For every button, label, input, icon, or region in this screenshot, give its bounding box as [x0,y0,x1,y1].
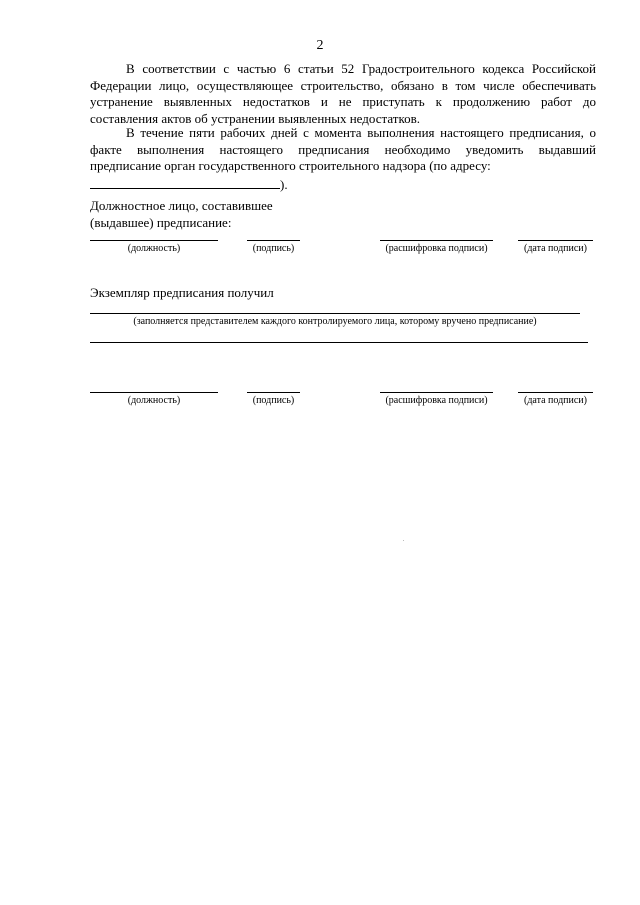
recipient-name-line[interactable] [90,313,580,314]
recipient-date-field[interactable] [518,392,593,406]
paragraph-obligations [90,61,596,127]
official-label [90,197,273,231]
recipient-extra-line[interactable] [90,342,588,343]
official-decoding-caption: (расшифровка подписи) [385,243,488,254]
address-blank-field[interactable] [90,175,280,189]
scan-speck [403,540,404,541]
official-signature-field[interactable] [247,240,300,254]
paragraph-notify [90,125,596,193]
official-position-field[interactable] [90,240,218,254]
official-signature-caption: (подпись) [252,243,295,254]
recipient-signature-field[interactable] [247,392,300,406]
official-decoding-field[interactable] [380,240,493,254]
recipient-signature-row [0,392,640,412]
official-label-line1: Должностное лицо, составившее [90,198,273,213]
recipient-decoding-caption: (расшифровка подписи) [385,395,488,406]
paragraph-notify-text: В течение пяти рабочих дней с момента выполнения настоящего предписания, о факте выполнения настоящего предписания необходимо уведомить выдавший предписание орган государственного строительного надзора (по адресу: [90,125,596,173]
recipient-decoding-field[interactable] [380,392,493,406]
recipient-signature-caption: (подпись) [252,395,295,406]
recipient-date-caption: (дата подписи) [523,395,587,406]
official-date-caption: (дата подписи) [523,243,587,254]
official-signature-row [0,240,640,260]
received-label: Экземпляр предписания получил [90,285,274,300]
official-date-field[interactable] [518,240,593,254]
recipient-position-field[interactable] [90,392,218,406]
fill-note: (заполняется представителем каждого контролируемого лица, которому вручено предписание) [133,316,537,327]
recipient-position-caption: (должность) [127,395,181,406]
paragraph-notify-end: ). [280,176,288,192]
official-label-line2: (выдавшее) предписание: [90,215,232,230]
page-number: 2 [316,38,324,53]
official-position-caption: (должность) [127,243,181,254]
paragraph-obligations-text: В соответствии с частью 6 статьи 52 Градостроительного кодекса Российской Федерации лицо, осуществляющее строительство, обязано в том числе обеспечивать устранение выявленных недостатков и не приступать к продолжению работ до составления актов об устранении выявленных недостатков. [90,61,596,126]
